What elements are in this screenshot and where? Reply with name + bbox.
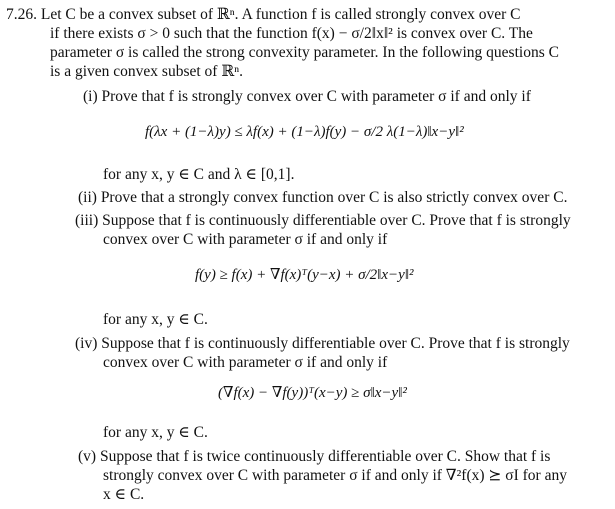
part-iii-after: for any x, y ∈ C. xyxy=(103,311,208,328)
part-iv-after: for any x, y ∈ C. xyxy=(103,424,208,441)
part-iv-label: (iv) xyxy=(75,335,98,352)
intro-line-2: if there exists σ > 0 such that the function f(x) − σ/2‖x‖² is convex over C. The xyxy=(50,25,533,42)
part-v-prompt-line-1 xyxy=(78,448,550,466)
part-iv-text-2: convex over C with parameter σ if and only if xyxy=(103,354,388,371)
part-i-equation: f(λx + (1−λ)y) ≤ λf(x) + (1−λ)f(y) − σ/2 λ(1−λ)‖x−y‖² xyxy=(145,124,464,140)
part-i-text: Prove that f is strongly convex over C with parameter σ if and only if xyxy=(101,88,531,105)
part-i-after: for any x, y ∈ C and λ ∈ [0,1]. xyxy=(103,166,295,183)
intro-line-4: is a given convex subset of ℝⁿ. xyxy=(50,63,243,80)
part-ii-label: (ii) xyxy=(78,189,97,206)
part-ii-prompt xyxy=(78,189,567,207)
part-iii-text-2: convex over C with parameter σ if and only if xyxy=(103,231,388,248)
intro-line-1: Let C be a convex subset of ℝⁿ. A function f is called strongly convex over C xyxy=(40,6,521,23)
problem-number: 7.26. xyxy=(6,6,37,23)
part-iii-equation: f(y) ≥ f(x) + ∇f(x)ᵀ(y−x) + σ/2‖x−y‖² xyxy=(195,267,414,283)
part-iv-equation: (∇f(x) − ∇f(y))ᵀ(x−y) ≥ σ‖x−y‖² xyxy=(218,385,407,401)
part-iii-prompt-line-1 xyxy=(75,212,571,230)
intro-line-3: parameter σ is called the strong convexity parameter. In the following questions C xyxy=(50,44,559,61)
part-v-text-2: strongly convex over C with parameter σ if and only if ∇²f(x) ⪰ σI for any xyxy=(103,467,567,484)
problem-number-and-intro-line-1 xyxy=(6,6,521,24)
part-v-label: (v) xyxy=(78,448,97,465)
part-iii-text-1: Suppose that f is continuously differentiable over C. Prove that f is strongly xyxy=(102,212,571,229)
part-i-prompt xyxy=(83,88,531,106)
part-iv-prompt-line-1 xyxy=(75,335,570,353)
part-v-text-3: x ∈ C. xyxy=(103,486,145,503)
part-ii-text: Prove that a strongly convex function over C is also strictly convex over C. xyxy=(100,189,568,206)
part-i-label: (i) xyxy=(83,88,98,105)
part-iv-text-1: Suppose that f is continuously differentiable over C. Prove that f is strongly xyxy=(101,335,570,352)
part-iii-label: (iii) xyxy=(75,212,99,229)
part-v-text-1: Suppose that f is twice continuously differentiable over C. Show that f is xyxy=(99,448,551,465)
